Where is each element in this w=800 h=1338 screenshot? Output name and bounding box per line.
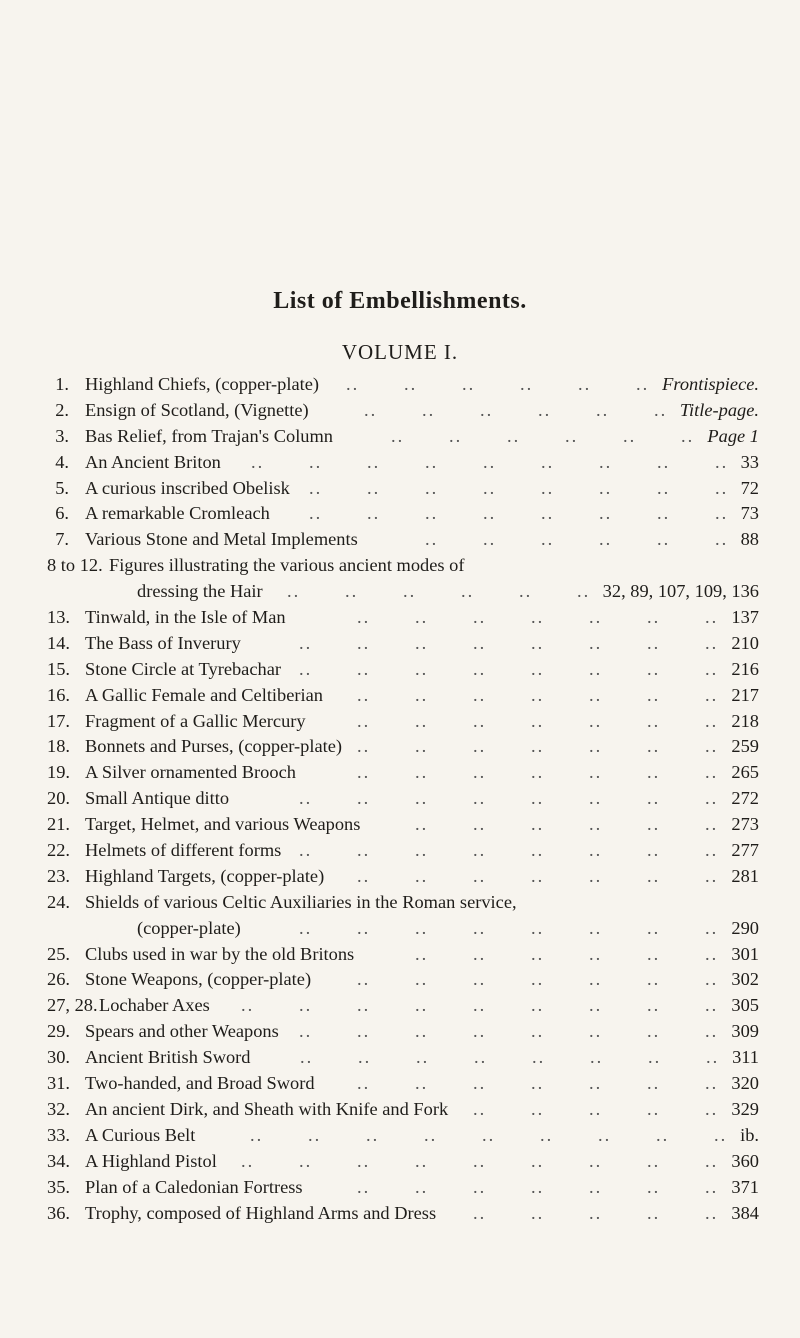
list-item: 36. Trophy, composed of Highland Arms and Dress 384 .. .. .. .. .. bbox=[47, 1201, 759, 1227]
entry-page: 273 bbox=[731, 814, 759, 835]
entry-page: 384 bbox=[731, 1202, 759, 1223]
entry-number: 26. bbox=[47, 969, 70, 990]
entry-page: 210 bbox=[731, 632, 759, 653]
entry-page: 360 bbox=[731, 1150, 759, 1171]
entry-title: The Bass of Inverury bbox=[85, 632, 241, 653]
entry-number: 1. bbox=[55, 374, 69, 394]
entry-title: A Gallic Female and Celtiberian bbox=[85, 684, 323, 705]
list-item: 7. Various Stone and Metal Implements 88 .. .. .. .. .. .. bbox=[47, 527, 759, 553]
list-item: 34. A Highland Pistol 360 .. .. .. .. .. .. .. .. .. bbox=[47, 1149, 759, 1175]
entry-number: 8 to 12. bbox=[47, 555, 103, 576]
entry-title: Stone Circle at Tyrebachar bbox=[85, 658, 281, 679]
entry-page: 371 bbox=[731, 1176, 759, 1197]
entry-number: 35. bbox=[47, 1176, 70, 1197]
entry-page: 218 bbox=[731, 710, 759, 731]
list-item: 29. Spears and other Weapons 309 .. .. .. .. .. .. .. .. bbox=[47, 1019, 759, 1045]
list-item: 23. Highland Targets, (copper-plate) 281 .. .. .. .. .. .. .. bbox=[47, 864, 759, 890]
list-item: 22. Helmets of different forms 277 .. .. .. .. .. .. .. .. bbox=[47, 838, 759, 864]
entry-number: 21. bbox=[47, 814, 70, 835]
list-item: 1. Highland Chiefs, (copper-plate) Frontispiece. .. .. .. .. .. .. bbox=[47, 372, 759, 398]
entry-page: 265 bbox=[731, 762, 759, 783]
list-item: 20. Small Antique ditto 272 .. .. .. .. .. .. .. .. bbox=[47, 786, 759, 812]
entry-page: 320 bbox=[731, 1073, 759, 1094]
list-item: 6. A remarkable Cromleach 73 .. .. .. .. .. .. .. .. bbox=[47, 501, 759, 527]
volume-heading: VOLUME I. bbox=[341, 340, 459, 364]
entry-title: Highland Targets, (copper-plate) bbox=[85, 865, 325, 886]
entry-title: A Silver ornamented Brooch bbox=[85, 762, 296, 783]
entry-number: 29. bbox=[47, 1021, 70, 1042]
entry-title: Bonnets and Purses, (copper-plate) bbox=[85, 736, 343, 757]
entry-page: 302 bbox=[731, 969, 759, 990]
entry-number: 3. bbox=[55, 425, 69, 446]
entry-title: Figures illustrating the various ancient modes of bbox=[109, 555, 465, 576]
entry-title: Target, Helmet, and various Weapons bbox=[85, 814, 361, 835]
entry-page: 73 bbox=[740, 503, 759, 524]
list-item: (copper-plate) 290 .. .. .. .. .. .. .. .. bbox=[47, 916, 759, 942]
entry-title: Fragment of a Gallic Mercury bbox=[85, 710, 306, 731]
list-item: 2. Ensign of Scotland, (Vignette) Title-page. .. .. .. .. .. .. bbox=[47, 398, 759, 424]
entry-page: 32, 89, 107, 109, 136 bbox=[602, 581, 759, 602]
entry-number: 27, 28. bbox=[47, 995, 98, 1016]
entry-title: Clubs used in war by the old Britons bbox=[85, 943, 355, 964]
entry-title: (copper-plate) bbox=[137, 917, 241, 938]
entry-page: 88 bbox=[740, 529, 759, 550]
list-item: 25. Clubs used in war by the old Britons 301 .. .. .. .. .. .. bbox=[47, 942, 759, 968]
entry-title: Trophy, composed of Highland Arms and Dress bbox=[85, 1202, 437, 1223]
entry-page: 281 bbox=[731, 865, 759, 886]
entry-title: Ancient British Sword bbox=[85, 1047, 251, 1068]
entry-number: 34. bbox=[47, 1150, 70, 1171]
entry-page: 137 bbox=[731, 607, 759, 628]
entry-number: 2. bbox=[55, 399, 69, 420]
entry-title: An ancient Dirk, and Sheath with Knife and Fork bbox=[85, 1098, 449, 1119]
entry-title: Small Antique ditto bbox=[85, 788, 230, 809]
list-item: 30. Ancient British Sword 311 .. .. .. .. .. .. .. .. bbox=[47, 1045, 759, 1071]
list-item bbox=[47, 553, 759, 579]
list-item: 27, 28. Lochaber Axes 305 .. .. .. .. .. .. .. .. .. bbox=[47, 993, 759, 1019]
entry-page: 305 bbox=[731, 995, 759, 1016]
entry-title: Plan of a Caledonian Fortress bbox=[85, 1176, 303, 1197]
entry-number: 20. bbox=[47, 788, 70, 809]
entry-page: 277 bbox=[731, 840, 759, 861]
embellishments-list bbox=[47, 372, 759, 1226]
list-item: 18. Bonnets and Purses, (copper-plate) 259 .. .. .. .. .. .. .. bbox=[47, 734, 759, 760]
list-item: 32. An ancient Dirk, and Sheath with Knife and Fork 329 .. .. .. .. .. bbox=[47, 1097, 759, 1123]
list-item: 35. Plan of a Caledonian Fortress 371 .. .. .. .. .. .. .. bbox=[47, 1175, 759, 1201]
entry-page: 72 bbox=[740, 477, 759, 498]
entry-title: Ensign of Scotland, (Vignette) bbox=[85, 399, 309, 420]
entry-number: 16. bbox=[47, 684, 70, 705]
entry-number: 4. bbox=[55, 451, 69, 472]
entry-number: 24. bbox=[47, 891, 70, 912]
entry-number: 5. bbox=[55, 477, 69, 498]
entry-title: Various Stone and Metal Implements bbox=[85, 529, 358, 550]
entry-page: 311 bbox=[732, 1047, 759, 1068]
entry-title: Highland Chiefs, (copper-plate) bbox=[85, 374, 320, 394]
list-item: 13. Tinwald, in the Isle of Man 137 .. .. .. .. .. .. .. bbox=[47, 605, 759, 631]
list-item: 3. Bas Relief, from Trajan's Column Page 1 .. .. .. .. .. .. bbox=[47, 424, 759, 450]
entry-title: Stone Weapons, (copper-plate) bbox=[85, 969, 312, 990]
list-item: 16. A Gallic Female and Celtiberian 217 .. .. .. .. .. .. .. bbox=[47, 683, 759, 709]
entry-number: 33. bbox=[47, 1124, 70, 1145]
entry-title: Helmets of different forms bbox=[85, 840, 282, 861]
entry-page: Title-page. bbox=[679, 399, 759, 420]
entry-number: 25. bbox=[47, 943, 70, 964]
list-item: 14. The Bass of Inverury 210 .. .. .. .. .. .. .. .. bbox=[47, 631, 759, 657]
entry-title: Lochaber Axes bbox=[99, 995, 210, 1016]
list-item: 21. Target, Helmet, and various Weapons 273 .. .. .. .. .. .. bbox=[47, 812, 759, 838]
entry-page: Frontispiece. bbox=[662, 374, 759, 394]
entry-page: 216 bbox=[731, 658, 759, 679]
entry-page: 290 bbox=[731, 917, 759, 938]
entry-number: 15. bbox=[47, 658, 70, 679]
entry-number: 30. bbox=[47, 1047, 70, 1068]
entry-number: 36. bbox=[47, 1202, 70, 1223]
entry-title: Shields of various Celtic Auxiliaries in the Roman service, bbox=[85, 891, 517, 912]
list-item: 31. Two-handed, and Broad Sword 320 .. .. .. .. .. .. .. bbox=[47, 1071, 759, 1097]
entry-page: 309 bbox=[731, 1021, 759, 1042]
entry-number: 31. bbox=[47, 1073, 70, 1094]
entry-title: Spears and other Weapons bbox=[85, 1021, 279, 1042]
entry-page: 329 bbox=[731, 1098, 759, 1119]
list-item: 15. Stone Circle at Tyrebachar 216 .. .. .. .. .. .. .. .. bbox=[47, 657, 759, 683]
entry-title: A remarkable Cromleach bbox=[85, 503, 270, 524]
entry-page: 272 bbox=[731, 788, 759, 809]
entry-page: ib. bbox=[740, 1124, 759, 1145]
entry-title: Bas Relief, from Trajan's Column bbox=[85, 425, 334, 446]
entry-page: Page 1 bbox=[707, 425, 759, 446]
entry-number: 32. bbox=[47, 1098, 70, 1119]
entry-number: 6. bbox=[55, 503, 69, 524]
entry-title: dressing the Hair bbox=[137, 581, 263, 602]
entry-page: 259 bbox=[731, 736, 759, 757]
entry-number: 7. bbox=[55, 529, 69, 550]
entry-title: Two-handed, and Broad Sword bbox=[85, 1073, 315, 1094]
list-item: 17. Fragment of a Gallic Mercury 218 .. .. .. .. .. .. .. bbox=[47, 709, 759, 735]
entry-title: A Curious Belt bbox=[85, 1124, 196, 1145]
entry-page: 301 bbox=[731, 943, 759, 964]
list-item: 26. Stone Weapons, (copper-plate) 302 .. .. .. .. .. .. .. bbox=[47, 967, 759, 993]
entry-number: 23. bbox=[47, 865, 70, 886]
list-item: dressing the Hair 32, 89, 107, 109, 136 .. .. .. .. .. .. bbox=[47, 579, 759, 605]
list-item: 5. A curious inscribed Obelisk 72 .. .. .. .. .. .. .. .. bbox=[47, 476, 759, 502]
entry-number: 18. bbox=[47, 736, 70, 757]
entry-title: An Ancient Briton bbox=[85, 451, 221, 472]
list-item: 33. A Curious Belt ib. .. .. .. .. .. .. .. .. .. bbox=[47, 1123, 759, 1149]
page-title: List of Embellishments. bbox=[273, 288, 527, 314]
list-item: 19. A Silver ornamented Brooch 265 .. .. .. .. .. .. .. bbox=[47, 760, 759, 786]
entry-page: 33 bbox=[740, 451, 759, 472]
entry-number: 17. bbox=[47, 710, 70, 731]
entry-number: 14. bbox=[47, 632, 70, 653]
entry-number: 19. bbox=[47, 762, 70, 783]
entry-number: 22. bbox=[47, 840, 70, 861]
entry-page: 217 bbox=[731, 684, 759, 705]
entry-title: A Highland Pistol bbox=[85, 1150, 217, 1171]
entry-title: Tinwald, in the Isle of Man bbox=[85, 607, 286, 628]
list-item: 4. An Ancient Briton 33 .. .. .. .. .. .. .. .. .. bbox=[47, 450, 759, 476]
entry-number: 13. bbox=[47, 607, 70, 628]
entry-title: A curious inscribed Obelisk bbox=[85, 477, 290, 498]
list-item bbox=[47, 890, 759, 916]
